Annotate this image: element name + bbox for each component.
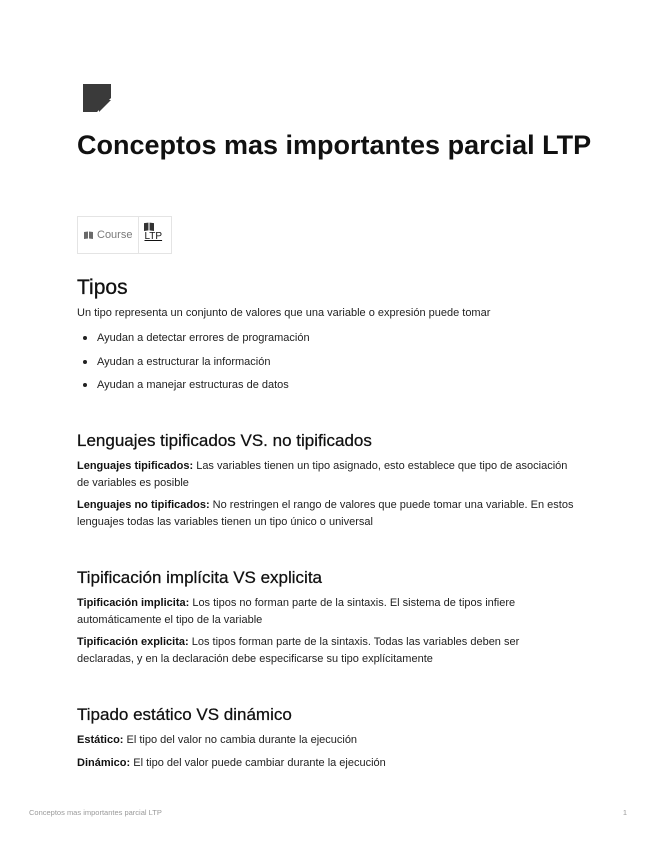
heading-tipado: Tipado estático VS dinámico xyxy=(77,705,292,724)
term-definition: El tipo del valor puede cambiar durante la ejecución xyxy=(130,757,386,769)
term-label: Lenguajes no tipificados: xyxy=(77,499,210,511)
tipos-intro: Un tipo representa un conjunto de valores que una variable o expresión puede tomar xyxy=(77,307,491,319)
property-name-course xyxy=(78,217,139,253)
term-definition: Los tipos no forman parte de la sintaxis. El sistema de tipos infiere automáticamente el tipo de la variable xyxy=(77,597,516,626)
term-definition: No restringen el rango de valores que puede tomar una variable. En estos lenguajes todas las variables tienen un tipo único o universal xyxy=(77,499,574,528)
paragraph-lenguajes-no-tipificados xyxy=(77,497,577,530)
tipos-bullet-list xyxy=(77,330,310,401)
footer-page-number: 1 xyxy=(622,808,627,817)
list-item: Ayudan a manejar estructuras de datos xyxy=(77,377,310,401)
paragraph-lenguajes-tipificados xyxy=(77,458,577,491)
paragraph-tipado-dinamico xyxy=(77,755,577,772)
term-label: Lenguajes tipificados: xyxy=(77,460,194,472)
term-definition: Las variables tienen un tipo asignado, esto establece que tipo de asociación de variables es posible xyxy=(77,460,568,489)
term-label: Tipificación implicita: xyxy=(77,597,190,609)
paragraph-tipado-estatico xyxy=(77,732,577,749)
properties-table xyxy=(77,216,172,254)
document-icon xyxy=(83,84,111,112)
property-value-course[interactable] xyxy=(139,217,171,253)
term-definition: Los tipos forman parte de la sintaxis. Todas las variables deben ser declaradas, y en la declaración debe especificarse su tipo explícitamente xyxy=(77,636,520,665)
heading-tipificacion: Tipificación implícita VS explicita xyxy=(77,568,323,587)
list-item: Ayudan a estructurar la información xyxy=(77,354,310,378)
footer-title: Conceptos mas importantes parcial LTP xyxy=(29,808,162,817)
course-link[interactable]: LTP xyxy=(144,231,163,242)
heading-tipos: Tipos xyxy=(77,276,128,299)
list-item: Ayudan a detectar errores de programación xyxy=(77,330,310,354)
term-definition: El tipo del valor no cambia durante la ejecución xyxy=(123,734,358,746)
book-icon xyxy=(84,231,93,239)
paragraph-tipificacion-explicita xyxy=(77,634,577,667)
term-label: Estático: xyxy=(77,734,124,746)
heading-lenguajes-tipificados: Lenguajes tipificados VS. no tipificados xyxy=(77,431,372,450)
page-title: Conceptos mas importantes parcial LTP xyxy=(77,130,592,160)
term-label: Dinámico: xyxy=(77,757,131,769)
term-label: Tipificación explicita: xyxy=(77,636,189,648)
book-icon xyxy=(144,222,154,231)
property-name-label: Course xyxy=(97,229,133,241)
paragraph-tipificacion-implicita xyxy=(77,595,577,628)
